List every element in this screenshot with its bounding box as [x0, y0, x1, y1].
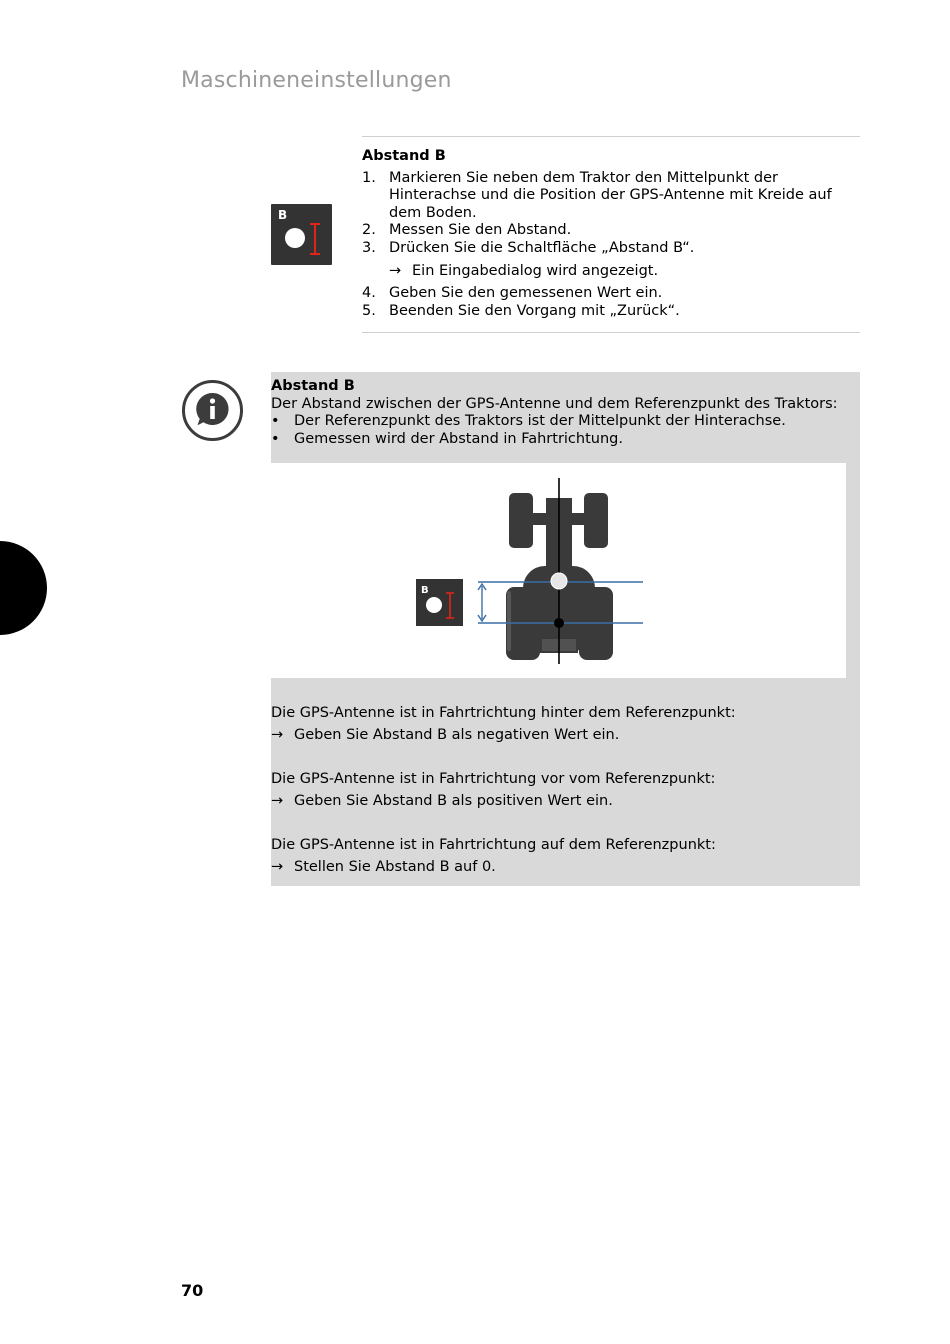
figure-button-icon — [416, 579, 463, 626]
info-bullet-1: • Der Referenzpunkt des Traktors ist der Mittelpunkt der Hinterachse. — [271, 413, 786, 430]
procedure-top-rule — [362, 136, 860, 137]
step-4: 4. Geben Sie den gemessenen Wert ein. — [362, 285, 663, 302]
svg-text:B: B — [421, 585, 429, 596]
procedure-bottom-rule — [362, 332, 860, 333]
reference-point-icon — [554, 618, 564, 628]
info-cases — [271, 705, 860, 904]
chapter-side-tab — [0, 541, 47, 635]
result-arrow: → — [389, 262, 402, 279]
info-content — [271, 378, 860, 448]
info-intro: Der Abstand zwischen der GPS-Antenne und dem Referenzpunkt des Traktors: — [271, 395, 838, 412]
step-3-result: → Ein Eingabedialog wird angezeigt. — [389, 262, 659, 279]
case-behind: Die GPS-Antenne ist in Fahrtrichtung hinter dem Referenzpunkt: → Geben Sie Abstand B als negativen Wert ein. — [271, 705, 736, 743]
info-bullet-2: • Gemessen wird der Abstand in Fahrtrichtung. — [271, 430, 623, 447]
step-5: 5. Beenden Sie den Vorgang mit „Zurück“. — [362, 302, 680, 319]
page-number: 70 — [181, 1281, 204, 1300]
info-icon — [182, 380, 243, 441]
abstand-b-button-icon — [271, 204, 332, 265]
step-1: 1. Markieren Sie neben dem Traktor den Mittelpunkt der Hinterachse und die Position der GPS-Antenne mit Kreide auf dem Boden. — [362, 169, 832, 221]
case-front: Die GPS-Antenne ist in Fahrtrichtung vor vom Referenzpunkt: → Geben Sie Abstand B als positiven Wert ein. — [271, 771, 716, 809]
case-on: Die GPS-Antenne ist in Fahrtrichtung auf dem Referenzpunkt: → Stellen Sie Abstand B auf 0. — [271, 837, 716, 875]
tractor-figure — [271, 463, 846, 678]
page-header-title: Maschineneinstellungen — [181, 68, 452, 93]
button-letter: B — [278, 208, 288, 222]
step-2: 2. Messen Sie den Abstand. — [362, 222, 572, 239]
info-title: Abstand B — [271, 378, 355, 394]
distance-b-icon — [271, 204, 332, 265]
tractor-diagram — [271, 463, 846, 678]
step-3: 3. Drücken Sie die Schaltfläche „Abstand B“. — [362, 239, 695, 256]
gps-antenna-icon — [551, 573, 567, 589]
procedure-block — [362, 148, 860, 320]
info-box — [271, 372, 860, 886]
procedure-title: Abstand B — [362, 148, 446, 164]
